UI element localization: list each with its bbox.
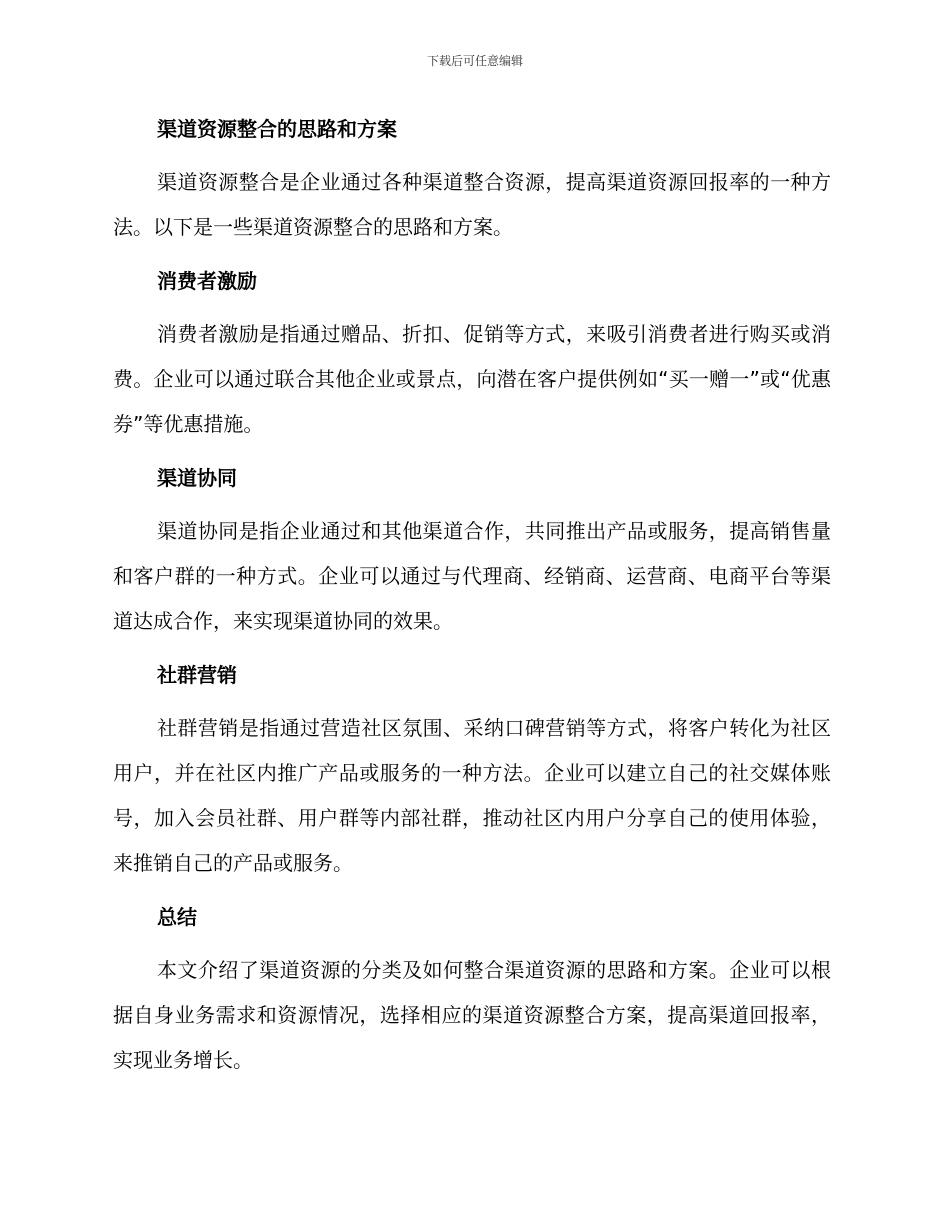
section-body-consumer-incentive: 消费者激励是指通过赠品、折扣、促销等方式，来吸引消费者进行购买或消费。企业可以通过联合其他企业或景点，向潜在客户提供例如“买一赠一”或“优惠券”等优惠措施。 <box>113 322 831 436</box>
section-body-channel-collaboration: 渠道协同是指企业通过和其他渠道合作，共同推出产品或服务，提高销售量和客户群的一种方式。企业可以通过与代理商、经销商、运营商、电商平台等渠道达成合作，来实现渠道协同的效果。 <box>113 519 831 633</box>
section-heading-consumer-incentive: 消费者激励 <box>157 269 257 293</box>
section-body-community-marketing: 社群营销是指通过营造社区氛围、采纳口碑营销等方式，将客户转化为社区用户，并在社区内推广产品或服务的一种方法。企业可以建立自己的社交媒体账号，加入会员社群、用户群等内部社群，推动社区内用户分享自己的使用体验，来推销自己的产品或服务。 <box>113 716 831 875</box>
section-heading-community-marketing: 社群营销 <box>157 663 237 687</box>
section-body-summary: 本文介绍了渠道资源的分类及如何整合渠道资源的思路和方案。企业可以根据自身业务需求和资源情况，选择相应的渠道资源整合方案，提高渠道回报率，实现业务增长。 <box>113 958 831 1072</box>
page-header-note: 下载后可任意编辑 <box>426 54 523 68</box>
document-body <box>113 112 831 1083</box>
section-heading-channel-collaboration: 渠道协同 <box>157 466 237 490</box>
intro-paragraph: 渠道资源整合是企业通过各种渠道整合资源，提高渠道资源回报率的一种方法。以下是一些渠道资源整合的思路和方案。 <box>113 170 831 239</box>
document-title: 渠道资源整合的思路和方案 <box>157 117 397 141</box>
section-heading-summary: 总结 <box>157 905 197 929</box>
